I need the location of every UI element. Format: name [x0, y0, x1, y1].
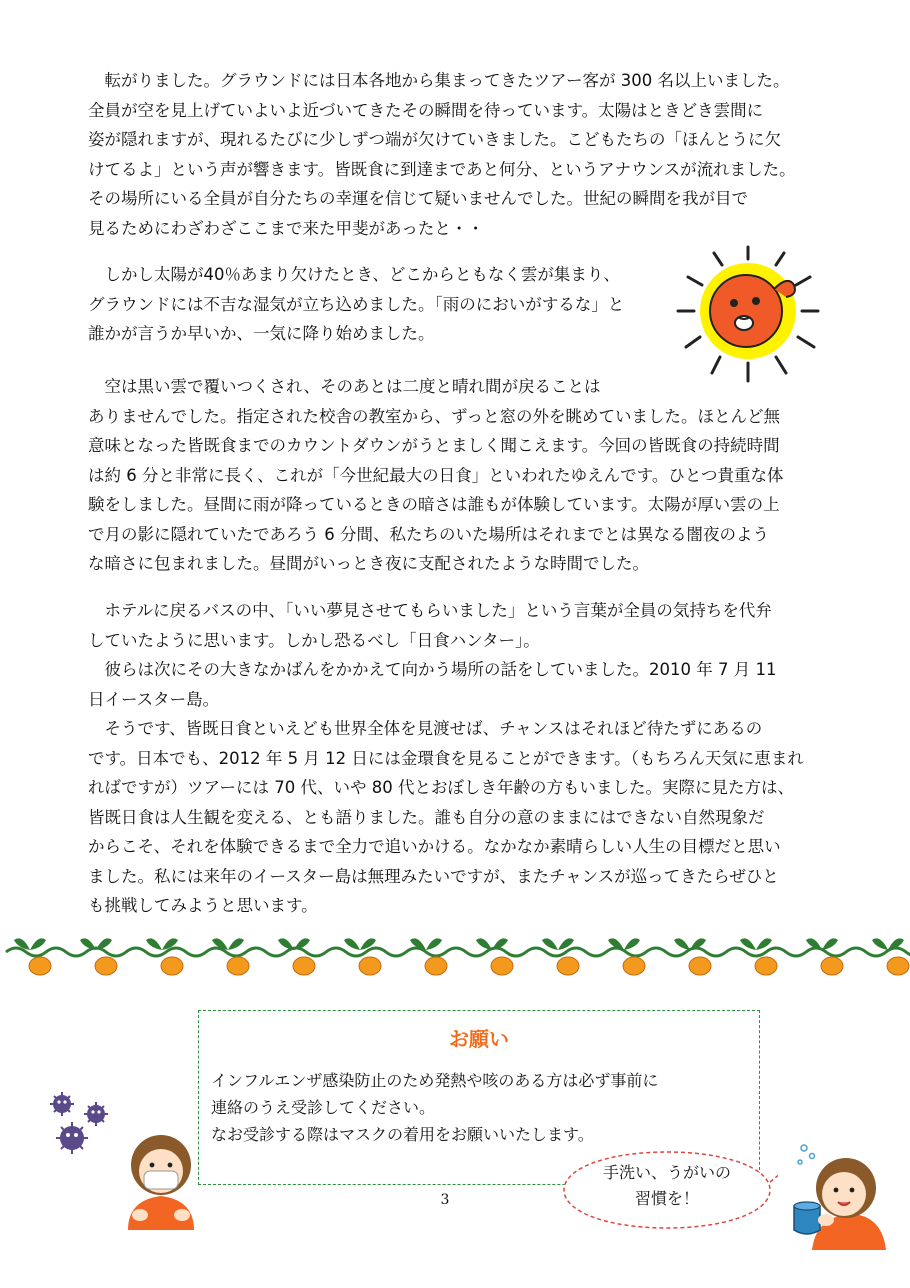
pumpkin	[95, 957, 117, 975]
gargling-girl-illustration	[782, 1140, 886, 1250]
pumpkin	[887, 957, 909, 975]
pumpkin	[227, 957, 249, 975]
pumpkin	[491, 957, 513, 975]
text-line: 姿が隠れますが、現れるたびに少しずつ端が欠けていきました。こどもたちの「ほんとうに欠	[88, 130, 781, 149]
text-line: ました。私には来年のイースター島は無理みたいですが、またチャンスが巡ってきたらぜひと	[88, 866, 779, 886]
smiling-sun-illustration	[668, 245, 828, 385]
pumpkin	[755, 957, 777, 975]
text-line: 空は黒い雲で覆いつくされ、そのあとは二度と晴れ間が戻ることは	[88, 377, 601, 396]
text-line: な暗さに包まれました。昼間がいっとき夜に支配されたような時間でした。	[88, 554, 649, 573]
notice-line: インフルエンザ感染防止のため発熱や咳のある方は必ず事前に	[211, 1071, 659, 1090]
vine-leaf	[740, 938, 772, 950]
paragraph-1	[88, 66, 796, 243]
text-line: 日イースター島。	[88, 689, 220, 709]
pumpkin	[557, 957, 579, 975]
text-line: していたように思います。しかし恐るべし「日食ハンター」。	[88, 630, 540, 650]
text-line: 見るためにわざわざここまで来た甲斐があったと・・	[88, 218, 484, 238]
text-line: 誰かが言うか早いか、一気に降り始めました。	[88, 324, 435, 343]
text-line: です。日本でも、2012 年 5 月 12 日には金環食を見ることができます。（もちろん天気に恵まれ	[88, 748, 804, 768]
notice-body	[211, 1067, 658, 1148]
text-line: ればですが）ツアーには 70 代、いや 80 代とおぼしき年齢の方もいました。実際に見た方は、	[88, 778, 794, 797]
text-line: ホテルに戻るバスの中、「いい夢見させてもらいました」という言葉が全員の気持ちを代弁	[88, 601, 772, 620]
text-line: 験をしました。昼間に雨が降っているときの暗さは誰もが体験しています。太陽が厚い雲の上	[88, 495, 780, 514]
page-number: 3	[440, 1192, 450, 1208]
notice-title: お願い	[449, 1027, 509, 1051]
pumpkin	[293, 957, 315, 975]
text-line: も挑戦してみようと思います。	[88, 896, 318, 915]
text-line: 全員が空を見上げていよいよ近づいてきたその瞬間を待っています。太陽はときどき雲間に	[88, 100, 764, 120]
pumpkin	[29, 957, 51, 975]
bubble-line: 習慣を！	[634, 1189, 699, 1208]
text-line: 転がりました。グラウンドには日本各地から集まってきたツアー客が 300 名以上いました。	[88, 71, 790, 90]
bubble-text	[556, 1160, 778, 1212]
notice-line: 連絡のうえ受診してください。	[211, 1098, 436, 1117]
text-line: 皆既日食は人生観を変える、とも語りました。誰も自分の意のままにはできない自然現象だ	[88, 807, 765, 827]
masked-girl-illustration	[118, 1125, 204, 1230]
text-line: そうです、皆既日食といえども世界全体を見渡せば、チャンスはそれほど待たずにあるの	[88, 719, 763, 738]
text-line: ありませんでした。指定された校舎の教室から、ずっと窓の外を眺めていました。ほとんど無	[88, 406, 781, 426]
paragraph-2	[88, 260, 624, 349]
germs-icon	[48, 1090, 118, 1160]
pumpkin	[623, 957, 645, 975]
notice-line: なお受診する際はマスクの着用をお願いいたします。	[211, 1125, 594, 1144]
text-line: グラウンドには不吉な湿気が立ち込めました。「雨のにおいがするな」と	[88, 294, 625, 314]
pumpkin	[425, 957, 447, 975]
text-line: で月の影に隠れていたであろう 6 分間、私たちのいた場所はそれまでとは異なる闇夜のよう	[88, 524, 769, 544]
pumpkin	[689, 957, 711, 975]
pumpkin	[359, 957, 381, 975]
text-line: けてるよ」という声が響きます。皆既食に到達まであと何分、というアナウンスが流れました。	[88, 159, 796, 179]
text-line: は約 6 分と非常に長く、これが「今世紀最大の日食」といわれたゆえんです。ひとつ貴重な体	[88, 465, 784, 485]
paragraph-3	[88, 372, 784, 579]
pumpkin	[161, 957, 183, 975]
text-line: 彼らは次にその大きなかばんをかかえて向かう場所の話をしていました。2010 年 7 月 11	[88, 660, 777, 679]
text-line: しかし太陽が40％あまり欠けたとき、どこからともなく雲が集まり、	[88, 265, 620, 284]
text-line: 意味となった皆既食までのカウントダウンがうとましく聞こえます。今回の皆既食の持続時間	[88, 436, 780, 455]
paragraph-4	[88, 596, 804, 921]
text-line: その場所にいる全員が自分たちの幸運を信じて疑いませんでした。世紀の瞬間を我が目で	[88, 189, 748, 208]
pumpkin	[821, 957, 843, 975]
pumpkin-vine-border	[0, 930, 910, 980]
bubble-line: 手洗い、うがいの	[602, 1163, 731, 1182]
text-line: からこそ、それを体験できるまで全力で追いかける。なかなか素晴らしい人生の目標だと思い	[88, 837, 781, 856]
